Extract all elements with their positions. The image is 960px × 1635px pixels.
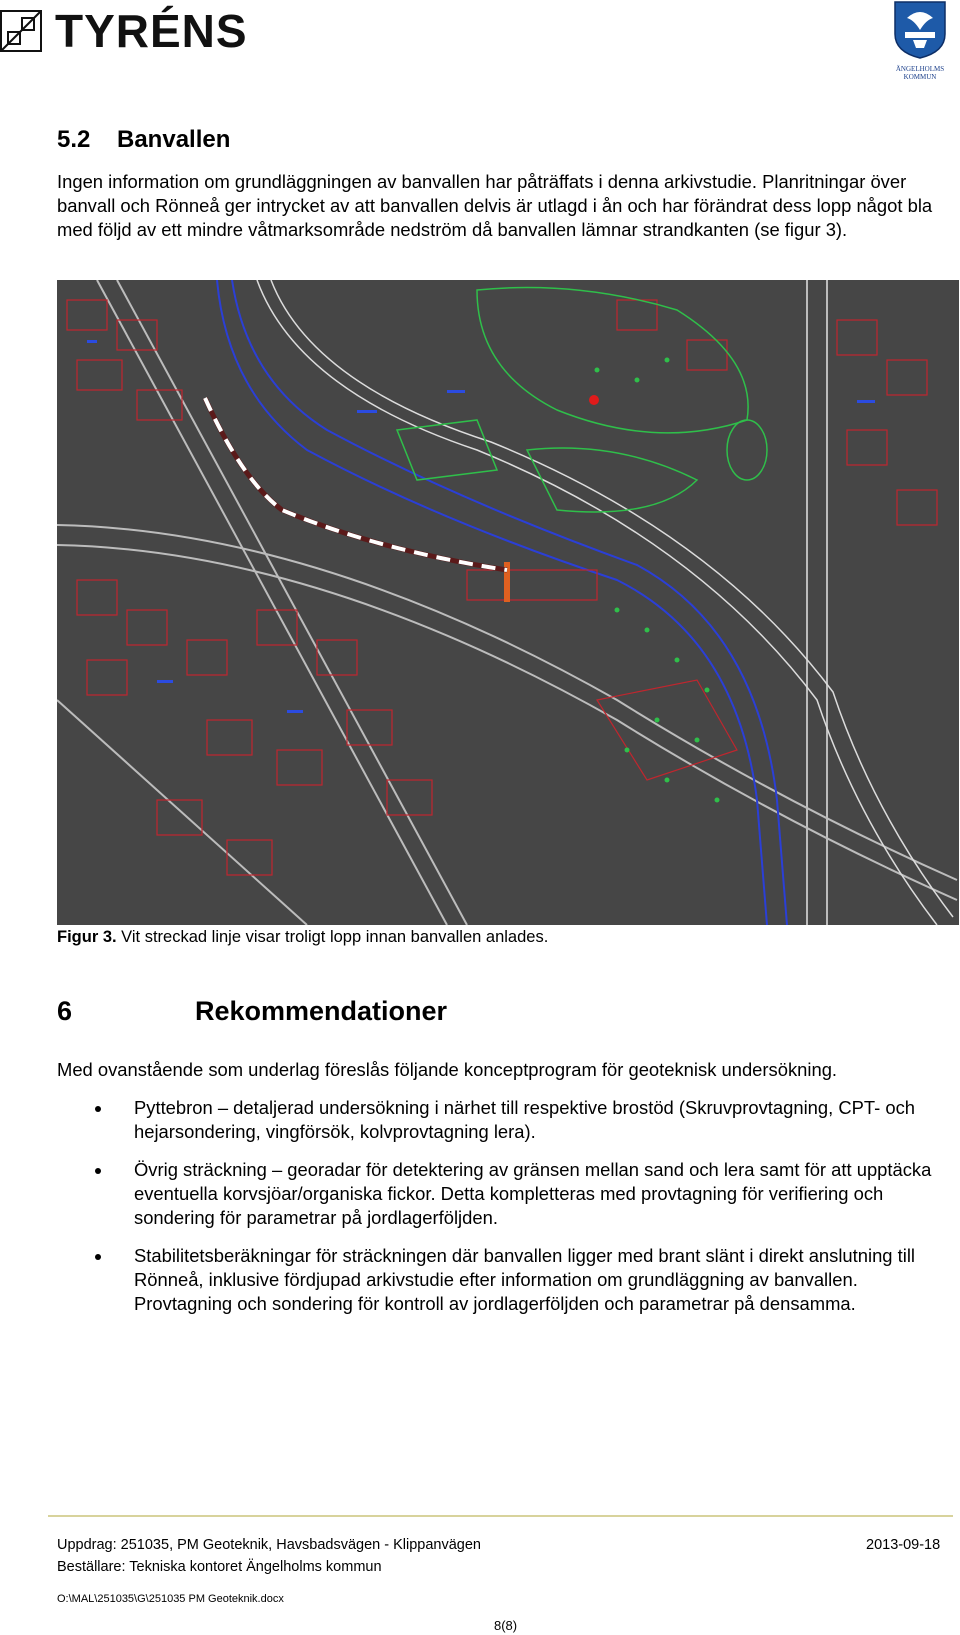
footer-client: Beställare: Tekniska kontoret Ängelholms kommun — [57, 1559, 382, 1575]
recommendation-list — [57, 1096, 957, 1330]
chapter-heading — [57, 996, 447, 1027]
figure-caption-label: Figur 3. — [57, 928, 117, 946]
figure-caption — [57, 926, 548, 948]
footer-assignment: Uppdrag: 251035, PM Geoteknik, Havsbadsvägen - Klippanvägen — [57, 1537, 481, 1553]
list-item-text: Pyttebron – detaljerad undersökning i närhet till respektive brostöd (Skruvprovtagning, CPT- och hejarsondering, vingförsök, kolvprovtagning lera). — [134, 1097, 915, 1142]
chapter-intro: Med ovanstående som underlag föreslås följande konceptprogram för geoteknisk undersökning. — [57, 1059, 838, 1080]
footer-file-path: O:\MAL\251035\G\251035 PM Geoteknik.docx — [57, 1593, 284, 1605]
section-paragraph: Ingen information om grundläggningen av banvallen har påträffats i denna arkivstudie. Planritningar över banvall och Rönneå ger intrycket av att banvallen delvis är utlagd i ån och har förändrat dess lopp något bla med följd av ett mindre våtmarksområde nedström då banvallen lämnar strandkanten (se figur 3). — [57, 171, 933, 240]
figure-caption-text: Vit streckad linje visar troligt lopp innan banvallen anlades. — [116, 928, 549, 946]
municipality-logo-text: ÄNGELHOLMS KOMMUN — [895, 65, 945, 81]
list-item — [57, 1096, 957, 1144]
list-item — [57, 1244, 957, 1316]
section-title: Banvallen — [117, 126, 231, 153]
chapter-title: Rekommendationer — [195, 996, 448, 1026]
municipality-logo — [888, 0, 952, 82]
site-map-drawing — [57, 280, 959, 925]
tyrens-logo-mark-icon — [0, 10, 42, 52]
section-heading — [57, 126, 230, 154]
footer-date: 2013-09-18 — [866, 1537, 941, 1553]
list-item-text: Stabilitetsberäkningar för sträckningen där banvallen ligger med brant slänt i direkt anslutning till Rönneå, inklusive fördjupad arkivstudie efter information om grundläggning av banvallen. Provtagning och sondering för kontroll av jordlagerföljden och parametrar på densamma. — [134, 1245, 916, 1314]
tyrens-logo — [0, 5, 255, 57]
section-number: 5.2 — [57, 126, 91, 153]
bullet-icon — [95, 1168, 101, 1174]
footer-divider — [48, 1515, 953, 1517]
list-item-text: Övrig sträckning – georadar för detektering av gränsen mellan sand och lera samt för att upptäcka eventuella korvsjöar/organiska fickor. Detta kompletteras med provtagning för verifiering och sondering för parametrar på jordlagerföljden. — [134, 1159, 932, 1228]
tyrens-logo-text: TYRÉNS — [55, 5, 248, 57]
list-item — [57, 1158, 957, 1230]
bullet-icon — [95, 1106, 101, 1112]
chapter-number: 6 — [57, 996, 73, 1026]
bullet-icon — [95, 1254, 101, 1260]
page-number: 8(8) — [494, 1618, 518, 1633]
map-figure — [57, 280, 959, 925]
coat-of-arms-icon — [893, 0, 947, 60]
